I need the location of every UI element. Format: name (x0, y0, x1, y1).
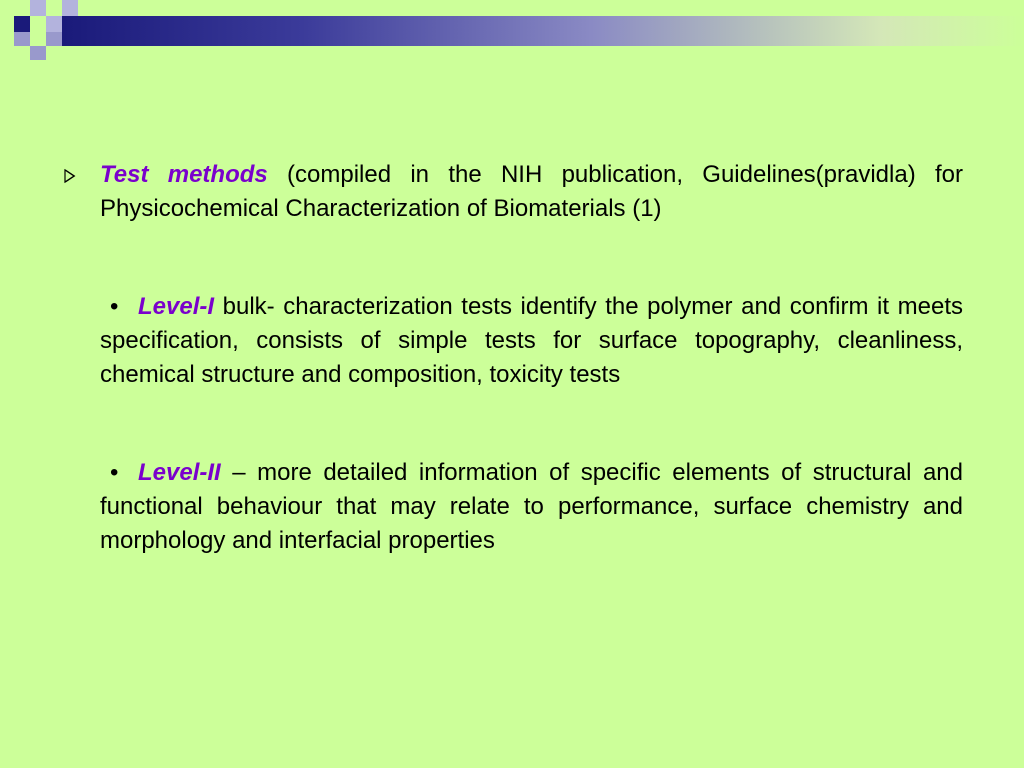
level1-paragraph (100, 290, 963, 392)
level2-text: – more detailed information of specific elements of structural and functional behaviour that may relate to performance, surface chemistry and morphology and interfacial properties (100, 459, 963, 554)
intro-text: (compiled in the NIH publication, Guidelines(pravidla) for Physicochemical Characterization of Biomaterials (1) (100, 161, 963, 222)
decor-square-mid (30, 46, 46, 60)
level2-label: Level-II (138, 459, 221, 486)
decor-square-light (62, 0, 78, 16)
title-gradient-bar (62, 16, 1024, 46)
intro-paragraph (100, 158, 963, 226)
decor-square-light (30, 0, 46, 16)
intro-label: Test methods (100, 161, 268, 188)
header-decoration (0, 0, 1024, 62)
decor-square-light (46, 16, 62, 32)
decor-square-mid (46, 32, 62, 46)
decor-square-dark (14, 16, 30, 32)
level1-text: bulk- characterization tests identify the polymer and confirm it meets specification, consists of simple tests for surface topography, cleanliness, chemical structure and composition, toxicity tests (100, 293, 963, 388)
slide-body (100, 158, 963, 558)
decor-square-mid (14, 32, 30, 46)
level1-bullet: • (110, 293, 119, 320)
arrow-bullet-icon (62, 168, 78, 184)
level2-bullet: • (110, 459, 119, 486)
level2-paragraph (100, 456, 963, 558)
level1-label: Level-I (138, 293, 215, 320)
